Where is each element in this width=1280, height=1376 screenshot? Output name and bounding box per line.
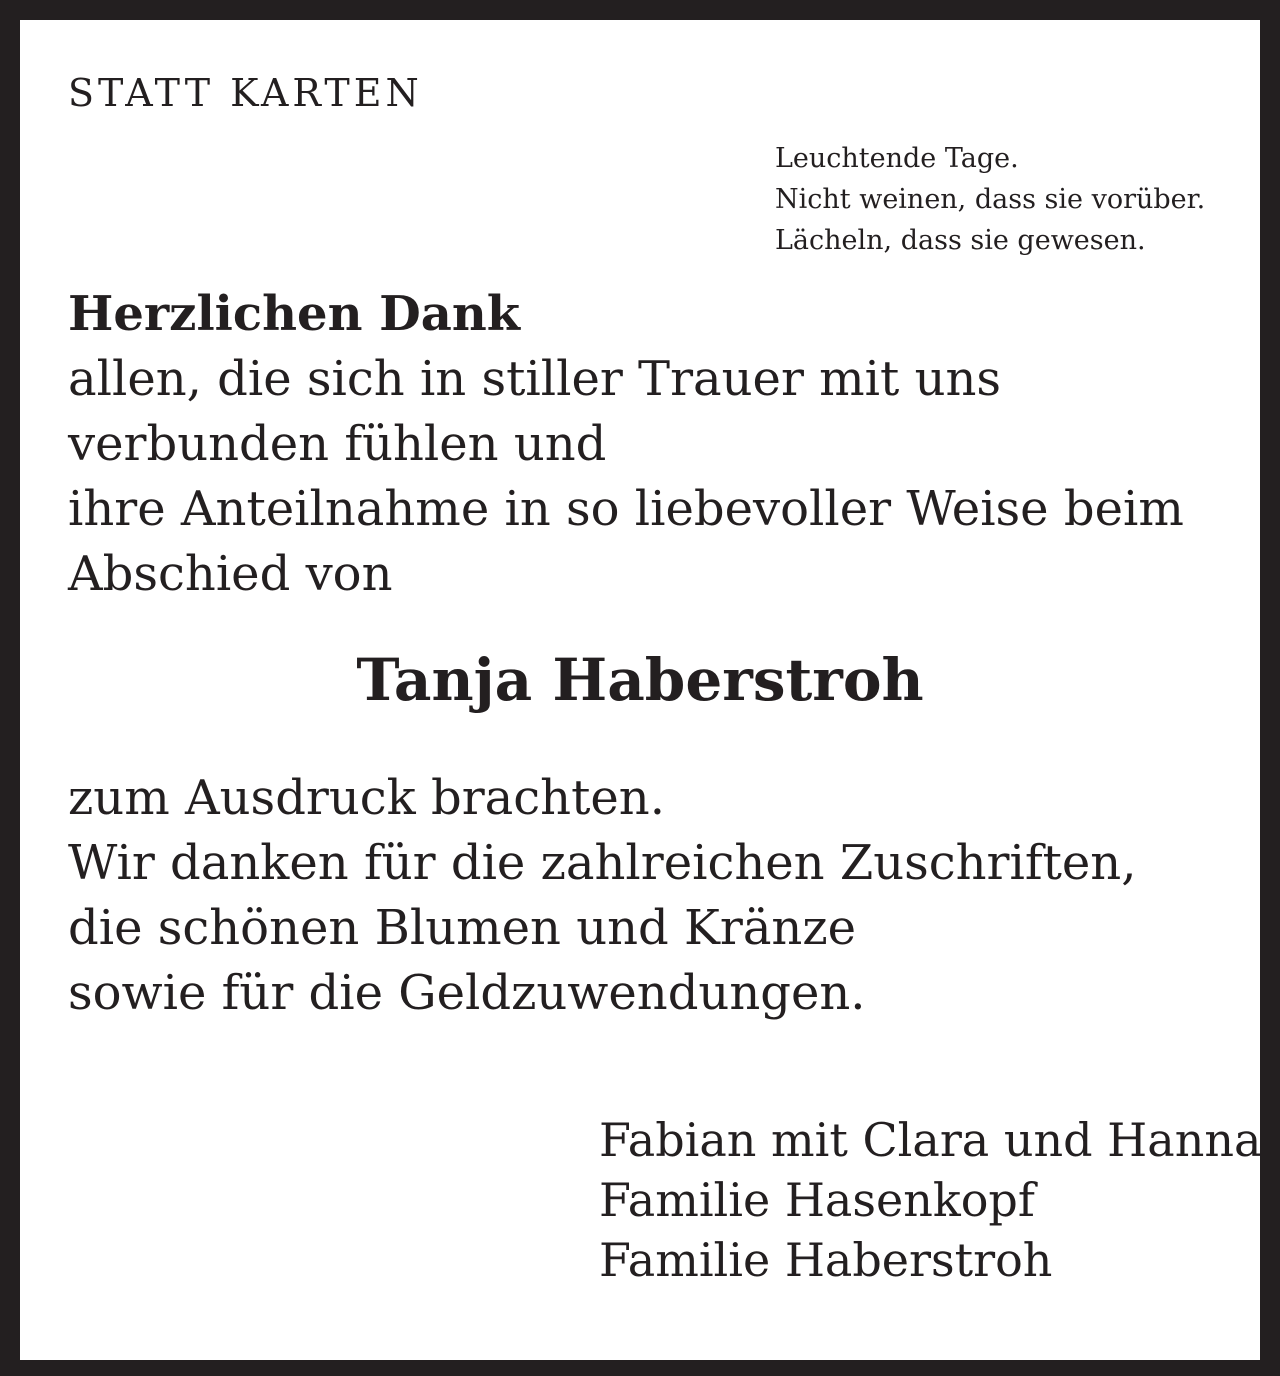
deceased-name: Tanja Haberstroh	[356, 646, 924, 714]
motto-line: Leuchtende Tage.	[775, 143, 1019, 174]
intro-line: ihre Anteilnahme in so liebevoller Weise beim	[68, 481, 1184, 537]
closing-line: die schönen Blumen und Kränze	[68, 900, 857, 956]
motto-line: Lächeln, dass sie gewesen.	[775, 225, 1146, 256]
closing-line: Wir danken für die zahlreichen Zuschriften,	[68, 835, 1137, 891]
notice-header: STATT KARTEN	[68, 71, 423, 115]
thanks-intro	[68, 282, 1184, 607]
closing-line: zum Ausdruck brachten.	[68, 770, 665, 826]
motto-line: Nicht weinen, dass sie vorüber.	[775, 184, 1206, 215]
intro-line: allen, die sich in stiller Trauer mit uns	[68, 351, 1002, 407]
signer-line: Familie Hasenkopf	[599, 1173, 1035, 1227]
intro-line: verbunden fühlen und	[68, 416, 607, 472]
thanks-heading: Herzlichen Dank	[68, 286, 521, 342]
signers-block	[599, 1110, 1261, 1290]
intro-line: Abschied von	[68, 546, 393, 602]
closing-line: sowie für die Geldzuwendungen.	[68, 965, 866, 1021]
signer-line: Fabian mit Clara und Hanna	[599, 1113, 1262, 1167]
thanks-closing	[68, 766, 1136, 1026]
signer-line: Familie Haberstroh	[599, 1233, 1053, 1287]
motto-quote	[775, 138, 1205, 261]
